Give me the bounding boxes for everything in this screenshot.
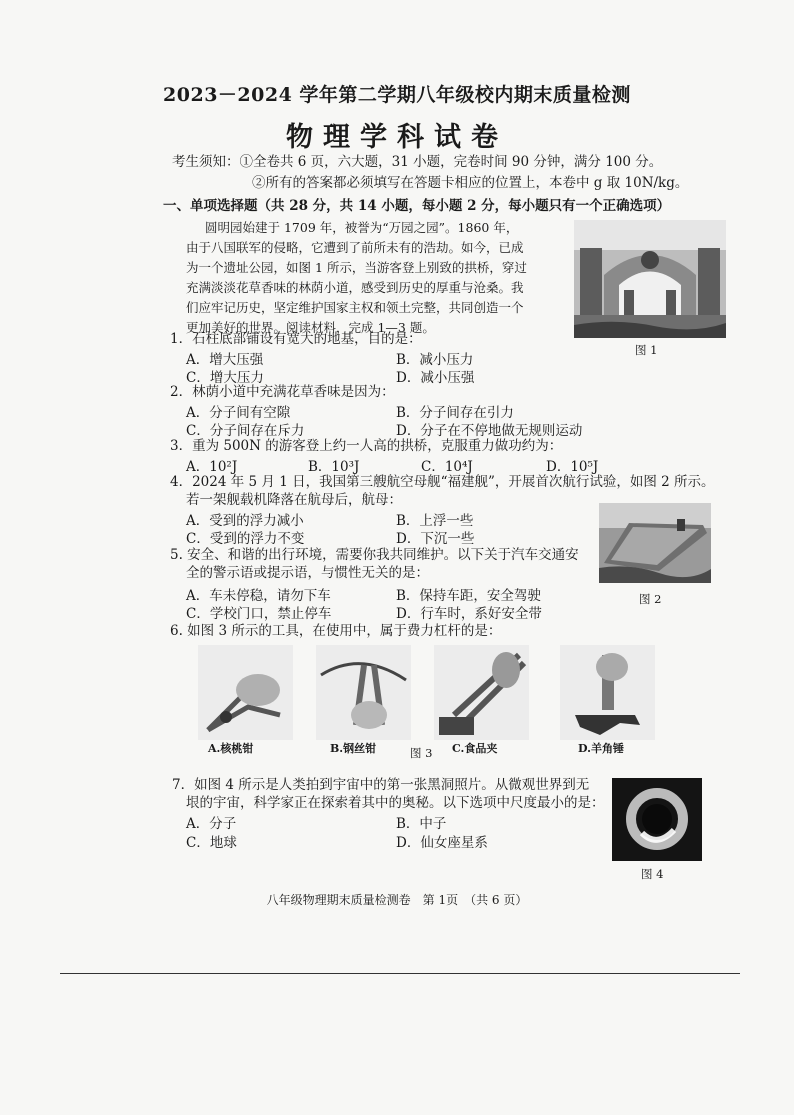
option-c: C．增大压力 [186,370,264,386]
figure-2-photo [599,503,711,583]
option-a: A．分子 [186,816,237,832]
option-d: D．下沉一些 [396,531,475,547]
question-3-stem: 3．重为 500N 的游客登上约一人高的拱桥，克服重力做功约为： [170,438,563,454]
option-a: A．10²J [186,459,238,475]
option-a: A．车未停稳，请勿下车 [186,588,331,604]
option-b: B．10³J [308,459,360,475]
option-a: A．分子间有空隙 [186,405,291,421]
option-c: C．地球 [186,835,237,851]
option-b: B．中子 [396,816,447,832]
figure-4-black-hole [612,778,702,861]
question-7-stem: 7．如图 4 所示是人类拍到宇宙中的第一张黑洞照片。从微观世界到无 [172,777,590,793]
passage-line: 充满淡淡花草香味的林荫小道，感受到历史的厚重与沧桑。我 [186,280,524,295]
option-d: D．减小压强 [396,370,475,386]
option-c: C．10⁴J [421,459,473,475]
passage-line: 更加美好的世界。阅读材料，完成 1—3 题。 [186,320,435,335]
notice-line-1: 考生须知：①全卷共 6 页，六大题，31 小题，完卷时间 90 分钟，满分 100 分。 [172,154,663,170]
figure-4-caption: 图 4 [641,867,664,881]
option-d: D．行车时，系好安全带 [396,606,542,622]
figure-3-caption: 图 3 [410,746,433,760]
question-4-stem: 4．2024 年 5 月 1 日，我国第三艘航空母舰“福建舰”，开展首次航行试验，如图 2 所示。 [170,474,715,490]
figure-2-caption: 图 2 [639,592,662,606]
question-5-stem: 5. 安全、和谐的出行环境，需要你我共同维护。以下关于汽车交通安 [170,547,579,563]
figure-1-caption: 图 1 [635,343,658,357]
option-b: B．分子间存在引力 [396,405,514,421]
tool-label-a: A.核桃钳 [208,742,254,755]
option-c: C．学校门口，禁止停车 [186,606,332,622]
option-b: B．上浮一些 [396,513,474,529]
question-4-stem-cont: 若一架舰载机降落在航母后，航母： [186,492,402,508]
section-1-heading: 一、单项选择题（共 28 分，共 14 小题，每小题 2 分，每小题只有一个正确选项） [163,198,671,214]
figure-3-pliers [316,645,411,740]
passage-line: 为一个遗址公园，如图 1 所示，当游客登上别致的拱桥，穿过 [186,260,527,275]
question-6-stem: 6. 如图 3 所示的工具，在使用中，属于费力杠杆的是： [170,623,502,639]
passage-line: 由于八国联军的侵略，它遭到了前所未有的浩劫。如今，已成 [186,240,524,255]
option-d: D．10⁵J [546,459,599,475]
notice-line-2: ②所有的答案都必须填写在答题卡相应的位置上，本卷中 g 取 10N/kg。 [252,175,689,191]
bottom-divider [60,973,740,974]
figure-3-tongs [434,645,529,740]
question-5-stem-cont: 全的警示语或提示语，与惯性无关的是： [186,565,429,581]
exam-title: 2023－2024 学年第二学期八年级校内期末质量检测 [163,84,631,106]
tool-label-d: D.羊角锤 [578,742,624,755]
option-c: C．分子间存在斥力 [186,423,305,439]
tool-label-b: B.钢丝钳 [330,742,377,755]
passage-line: 圆明园始建于 1709 年，被誉为“万园之园”。1860 年， [205,220,519,235]
page-footer: 八年级物理期末质量检测卷 第 1页 （共 6 页） [266,893,528,907]
figure-1-photo [574,220,726,338]
option-d: D．仙女座星系 [396,835,488,851]
option-a: A．增大压强 [186,352,264,368]
option-c: C．受到的浮力不变 [186,531,305,547]
option-b: B．减小压力 [396,352,474,368]
option-a: A．受到的浮力减小 [186,513,304,529]
option-d: D．分子在不停地做无规则运动 [396,423,583,439]
figure-3-claw-hammer [560,645,655,740]
question-2-stem: 2．林荫小道中充满花草香味是因为： [170,384,395,400]
question-7-stem-cont: 垠的宇宙，科学家正在探索着其中的奥秘。以下选项中尺度最小的是： [186,795,605,811]
figure-3-nutcracker [198,645,293,740]
option-b: B．保持车距，安全驾驶 [396,588,541,604]
exam-subtitle: 物理学科试卷 [286,122,508,153]
tool-label-c: C.食品夹 [452,742,498,755]
passage-line: 们应牢记历史，坚定维护国家主权和领土完整，共同创造一个 [186,300,524,315]
question-1-stem: 1．石柱底部铺设有宽大的地基，目的是： [170,331,422,347]
